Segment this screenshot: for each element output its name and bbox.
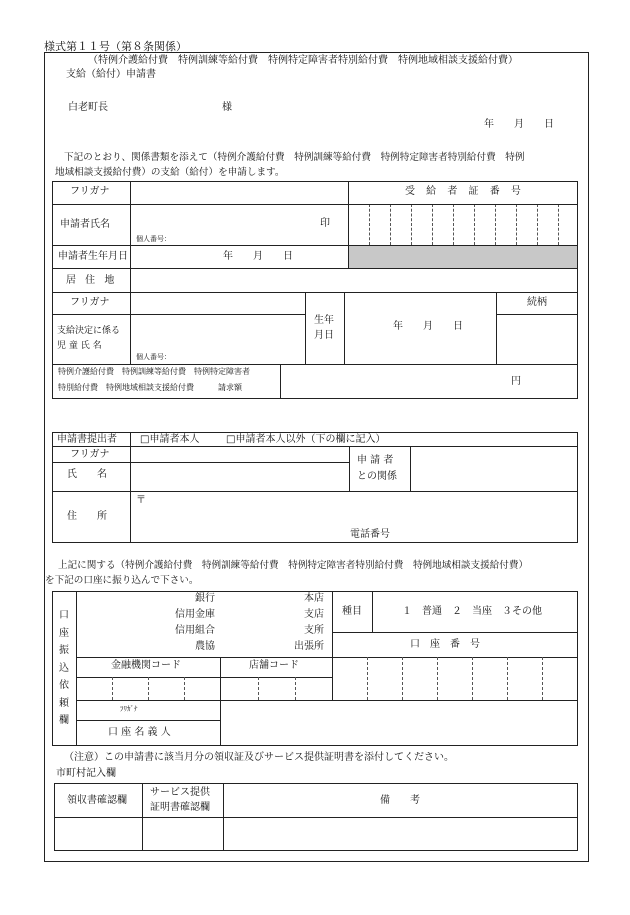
branch-main: 本店 [304,593,324,604]
branch-code-label: 店舗コード [249,660,299,671]
bank-intro-2: を下記の口座に振り込んで下さい。 [45,575,199,586]
applicant-dob-value: 年 月 日 [223,251,293,262]
child-birth-value: 年 月 日 [393,321,463,332]
institution-code-label: 金融機関コード [111,660,181,671]
phone-label: 電話番号 [350,529,390,540]
child-birth-label-1: 生年 [314,315,334,326]
applicant-personal-no-label: 個人番号： [136,235,171,243]
submitter-address-label: 住 所 [67,511,107,522]
submitter-name-label: 氏 名 [67,469,107,480]
honorific: 様 [222,102,232,113]
yen-label: 円 [511,376,521,387]
bank-type-shinkin: 信用金庫 [175,609,215,620]
submitter-furigana-label: フリガナ [70,449,110,460]
branch-office: 支所 [304,625,324,636]
account-holder-label: 口 座 名 義 人 [108,727,171,738]
header-benefits: （特例介護給付費 特例訓練等給付費 特例特定障害者特別給付費 特例地域相談支援給付費） [88,55,518,66]
branch-agency: 出張所 [294,641,324,652]
bank-type-kumiai: 信用組合 [175,625,215,636]
submitter-option-self[interactable]: □申請者本人 [140,434,200,445]
intro-line-2: 地域相談支援給付費）の支給（給付）を申請します。 [55,167,285,178]
service-cert-label-1: サービス提供 [150,787,210,798]
child-label-line1: 支給決定に係る [57,326,121,336]
shaded-cell [349,246,577,268]
applicant-name-label: 申請者氏名 [60,219,110,230]
account-number-label: 口 座 番 号 [410,639,480,650]
form-title: 支給（給付）申請書 [66,69,156,80]
child-birth-label-2: 月日 [314,330,334,341]
receipt-check-label: 領収書確認欄 [67,795,127,806]
child-furigana-label: フリガナ [70,297,110,308]
seal-mark: 印 [320,218,330,229]
bank-intro-1: 上記に関する（特例介護給付費 特例訓練等給付費 特例特定障害者特別給付費 特例地域相談支援給付費） [58,560,529,571]
bank-type-nokyo: 農協 [195,641,215,652]
submitter-option-other[interactable]: □申請者本人以外（下の欄に記入） [226,434,386,445]
claim-label-1: 特例介護給付費 特例訓練等給付費 特例特定障害者 [58,367,250,376]
municipal-section-title: 市町村記入欄 [56,768,116,779]
service-cert-label-2: 証明書確認欄 [150,802,210,813]
relation-label: 続柄 [527,297,547,308]
applicant-furigana-label: フリガナ [70,186,110,197]
account-kind-label: 種目 [342,606,362,617]
bank-vertical-label: 口 座 振 込 依 頼 欄 [59,610,69,726]
account-kind-options[interactable]: １ 普通 ２ 当座 ３その他 [402,606,542,617]
branch-sub: 支店 [304,609,324,620]
submitter-relation-1: 申 請 者 [357,455,394,466]
recipient-cert-label: 受 給 者 証 番 号 [405,186,525,197]
bank-type-bank: 銀行 [195,593,215,604]
submitter-label: 申請書提出者 [57,434,117,445]
applicant-dob-label: 申請者生年月日 [58,251,128,262]
postal-mark: 〒 [136,495,146,506]
child-label-line2: 児 童 氏 名 [57,341,102,351]
form-number: 様式第１１号（第８条関係） [44,40,187,53]
applicant-address-label: 居 住 地 [66,275,118,286]
intro-line-1: 下記のとおり、関係書類を添えて（特例介護給付費 特例訓練等給付費 特例特定障害者特別給付費 特例 [64,152,525,163]
note-attachment: （注意）この申請書に該当月分の領収証及びサービス提供証明書を添付してください。 [64,752,454,763]
holder-kana-label: ﾌﾘｶﾞﾅ [120,705,138,713]
addressee: 白老町長 [68,102,108,113]
remarks-label: 備 考 [380,795,420,806]
submitter-relation-2: との関係 [357,471,397,482]
application-date: 年 月 日 [484,119,554,130]
claim-label-2: 特別給付費 特例地域相談支援給付費 請求額 [58,383,242,392]
child-personal-no-label: 個人番号： [136,353,171,361]
